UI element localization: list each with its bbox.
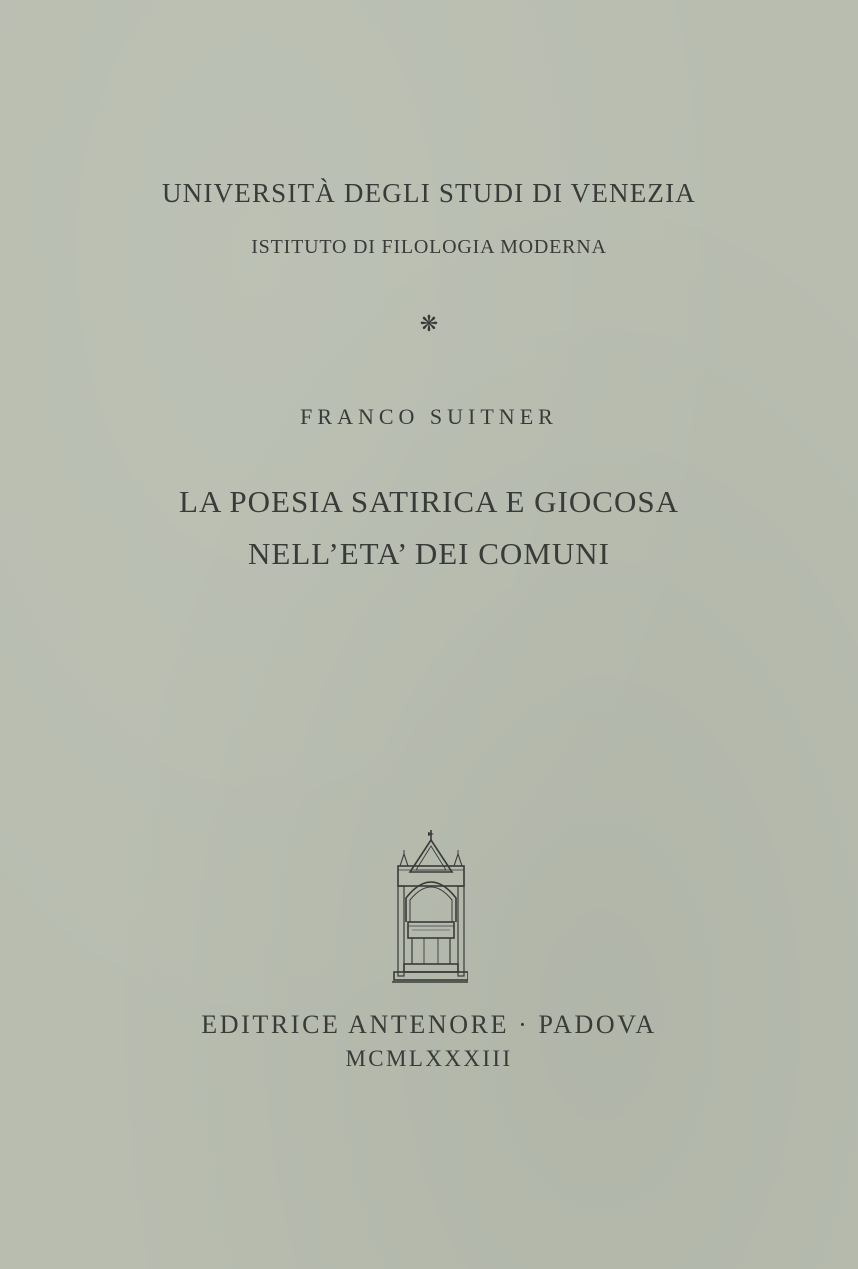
ornament-asterisk-icon: ❋ <box>419 312 439 337</box>
author-name: FRANCO SUITNER <box>300 404 558 429</box>
book-title-line-1: LA POESIA SATIRICA E GIOCOSA <box>179 484 679 519</box>
gothic-tomb-monument-icon <box>388 826 468 986</box>
publisher-imprint: EDITRICE ANTENORE · PADOVA <box>201 1010 657 1039</box>
book-title-line-2: NELL’ETA’ DEI COMUNI <box>248 536 610 571</box>
institute-name: ISTITUTO DI FILOLOGIA MODERNA <box>251 236 607 258</box>
university-name: UNIVERSITÀ DEGLI STUDI DI VENEZIA <box>161 178 697 208</box>
publication-year: MCMLXXXIII <box>345 1046 513 1071</box>
